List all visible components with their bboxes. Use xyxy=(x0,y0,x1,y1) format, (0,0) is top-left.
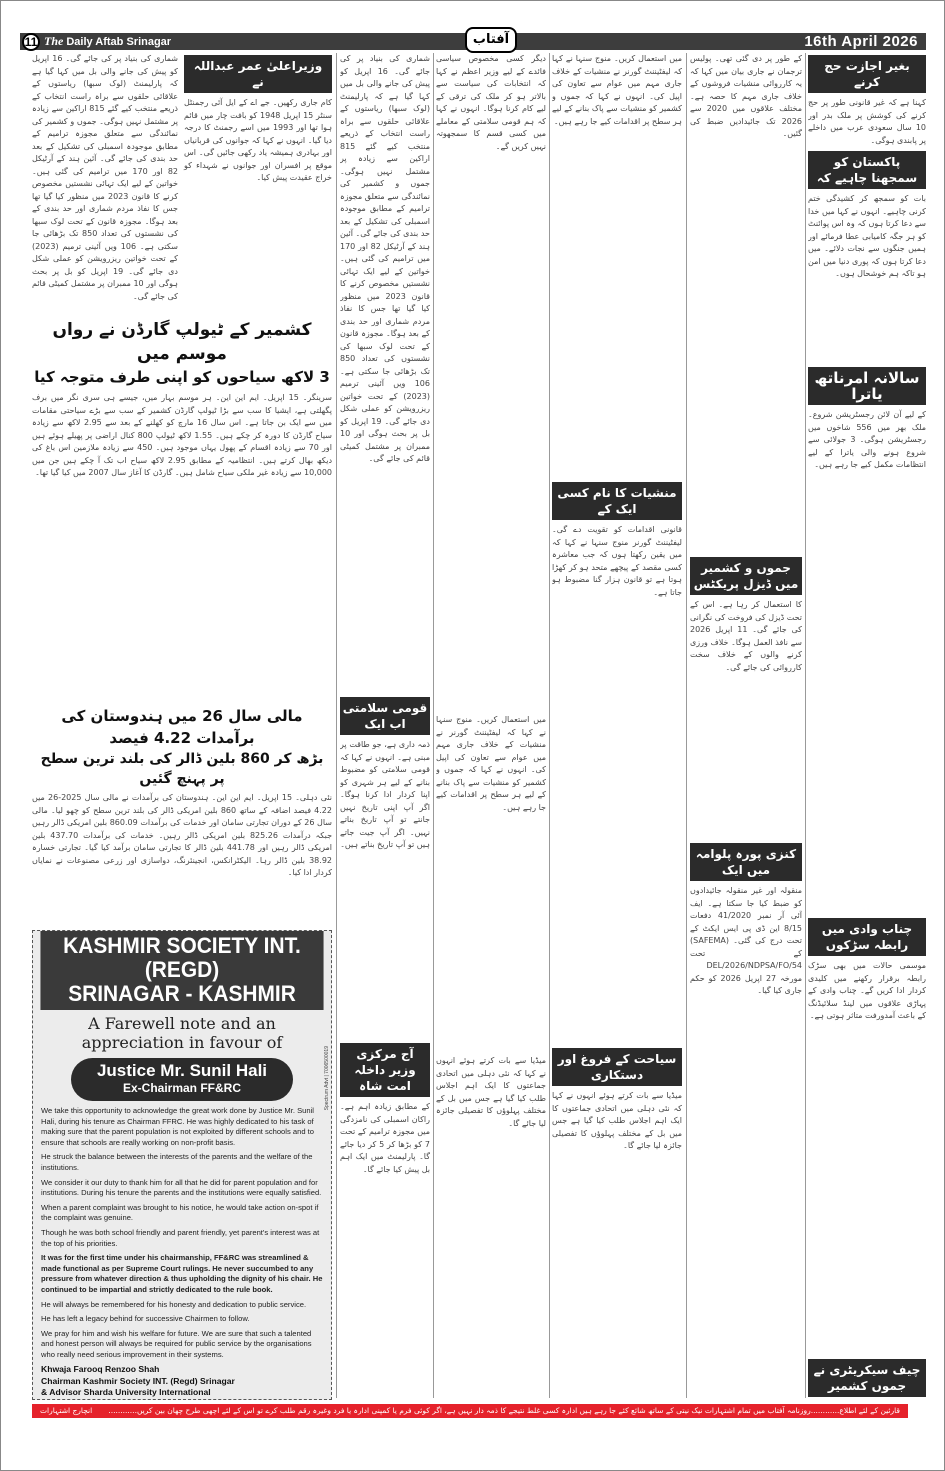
article-text: شماری کی بنیاد پر کی جائے گی۔ 16 اپریل کو پیش کی جانے والی بل میں کہا گیا ہے کہ پارلیمنٹ (لوک سبھا) ریاستوں کے علاقائی حلقوں سے براہ راست انتخاب کے ذریعے منتخب کیے گئے 815 اراکین سے زیادہ پر مشتمل نہیں ہوگی۔ جموں و کشمیر کی نمائندگی سے متعلق مجوزہ ترامیم کے مطابق موجودہ اسمبلی کی تشکیل کے بعد حد بندی کی جائے گی۔ آئین ہند کے آرٹیکل 82 اور 170 میں ترامیم کی گئی ہیں۔ خواتین کے لیے ایک تہائی نشستیں مخصوص کرنے کا قانون 2023 میں منظور کیا گیا تھا جس کا نفاذ مردم شماری اور حد بندی کے بعد ہوگا۔ مجوزہ قانون کے تحت لوک سبھا کی نشستوں کی تعداد 850 تک بڑھائی جا سکتی ہے۔ 106 ویں آئینی ترمیم (2023) کے تحت خواتین ریزرویشن کو عملی شکل دی جائے گی۔ 19 اپریل کو بل پر بحث ہوگی اور 10 ممبران پر مشتمل کمیٹی قائم کی جائے گی۔ xyxy=(340,54,430,463)
article-text: کہنا ہے کہ غیر قانونی طور پر حج کرنے کی کوشش پر ملک بدر اور 10 سال سعودی عرب میں داخلے پر پابندی ہوگی۔ xyxy=(808,98,926,145)
signatory-title: Chairman Kashmir Society INT. (Regd) Srinagar xyxy=(41,1375,235,1386)
headline-box: جموں و کشمیر میں ڈیزل پریکٹس xyxy=(690,557,802,595)
article-text: نئی دہلی۔ 15 اپریل۔ ایم این این۔ ہندوستان کی برآمدات نے مالی سال 2025-26 میں 4.22 فیصد اضافہ کے ساتھ 860 بلین امریکی ڈالر کی بلند ترین سطح کو چھو لیا۔ مالی سال 26 کے دوران تجارتی سامان اور خدمات کی برآمدات 860.09 بلین امریکی ڈالر رہیں جبکہ درآمدات 825.26 بلین امریکی ڈالر رہیں۔ خدمات کی برآمدات 437.70 بلین امریکی ڈالر رہیں اور 441.78 بلین ڈالر کا تجارتی سامان برآمد کیا گیا۔ تجارتی خسارہ 38.92 بلین ڈالر رہا۔ الیکٹرانکس، انجینئرنگ، دواسازی اور زرعی مصنوعات نے نمایاں کردار ادا کیا۔ xyxy=(32,793,332,877)
col1-left-sub xyxy=(32,53,178,304)
column-1 xyxy=(32,53,332,923)
notice-label: قارئین کے لئے اطلاع xyxy=(839,1406,900,1415)
paper-name-text: Daily Aftab Srinagar xyxy=(66,36,172,48)
article-text: دیگر کسی مخصوص سیاسی فائدے کے لیے وزیر اعظم نے کہا کہ انتخابات کی سیاست سے بالاتر ہو کر ملک کی ترقی کے لیے کام کرنا ہوگا۔ انہوں نے کہا کہ ہم قومی سلامتی کے معاملے میں کسی قسم کا سمجھوتہ نہیں کریں گے۔ xyxy=(436,54,546,151)
headline-box: پاکستان کو سمجھنا چاہیے کہ xyxy=(808,151,926,189)
column-rule xyxy=(433,53,434,1398)
headline-box: چناب وادی میں رابطہ سڑکوں xyxy=(808,918,926,956)
article-text: کے مطابق زیادہ اہم ہے۔ راکان اسمبلی کی نامزدگی میں مجوزہ ترامیم کے تحت 7 کو بڑھا کر 5 کر دیا جائے گا۔ پارلیمنٹ میں ایک اہم بل پیش کیا جائے گا۔ xyxy=(340,1102,430,1174)
ad-title-line2: SRINAGAR - KASHMIR xyxy=(68,981,296,1006)
issue-date: 16th April 2026 xyxy=(804,33,918,50)
ad-subtitle xyxy=(33,1014,331,1052)
column-5 xyxy=(552,53,682,1398)
page-number: 11 xyxy=(22,33,40,51)
ad-paragraph: He has left a legacy behind for successive Chairmen to follow. xyxy=(41,1314,250,1324)
article-text: میڈیا سے بات کرتے ہوئے انہوں نے کہا کہ نئی دہلی میں اتحادی جماعتوں کا ایک اہم اجلاس طلب کیا گیا ہے جس میں بل کے مختلف پہلوؤں کا تفصیلی جائزہ لیا جائے گا۔ xyxy=(552,1091,682,1150)
column-6 xyxy=(690,53,802,1398)
newspaper-logo: آفتاب xyxy=(465,27,517,53)
honoree-name: Justice Mr. Sunil Hali xyxy=(96,1061,268,1080)
ad-paragraph: We consider it our duty to thank him for all that he did for parent population and for institutions. During his tenure the parents and the institutions were equally satisfied. xyxy=(41,1177,322,1198)
ad-paragraph: We pray for him and wish his welfare for future. We are sure that such a talented and honest person will always be required for public service by the organisations who really need serious improvement in their systems. xyxy=(41,1328,312,1359)
paper-name-prefix: The xyxy=(44,34,64,48)
ad-subtitle-line1: A Farewell note and an xyxy=(88,1014,276,1033)
notice-signature: انچارج اشتہارات xyxy=(40,1406,93,1415)
farewell-advertisement xyxy=(32,930,332,1400)
ad-signature xyxy=(41,1364,325,1399)
headline-box: وزیراعلیٰ عمر عبداللہ نے xyxy=(184,55,332,93)
article-text: ذمہ داری ہے، جو طاقت پر مبنی ہے۔ انہوں نے کہا کہ قومی سلامتی کو مضبوط بنانے کے لیے ہر شہری کو اپنا کردار ادا کرنا ہوگا۔ اگر آپ اپنی تاریخ نہیں جانتے تو آپ تاریخ بناتے نہیں۔ اگر آپ جیت جاتے ہیں تو آپ تاریخ بناتے ہیں۔ xyxy=(340,740,430,849)
article-text: میں استعمال کریں۔ منوج سنہا نے کہا کہ لیفٹیننٹ گورنر نے منشیات کے خلاف جاری مہم میں عوام سے تعاون کی اپیل کی۔ انہوں نے کہا کہ جموں و کشمیر کو منشیات سے پاک بنانے کے لیے ہر سطح پر اقدامات کیے جا رہے ہیں۔ xyxy=(436,715,546,812)
article-text: کام جاری رکھیں۔ جے اے کے ایل آئی رجمنٹل سنٹر 15 اپریل 1948 کو بافت چار میں قائم ہوا تھا اور 1993 میں اسے رجمنٹ کا درجہ دیا گیا۔ انہوں نے کہا کہ جوانوں کی قربانیاں اور بہادری ہمیشہ یاد رکھی جائیں گی۔ اس موقع پر افسران اور جوانوں نے شہداء کو خراج عقیدت پیش کیا۔ xyxy=(184,98,332,182)
headline-box: چیف سیکریٹری نے جموں کشمیر xyxy=(808,1359,926,1397)
headline-box: آج مرکزی وزیر داخلہ امت شاہ xyxy=(340,1043,430,1097)
ad-paragraph: When a parent complaint was brought to his notice, he would take action on-spot if the complaint was genuine. xyxy=(41,1202,319,1223)
article-text: کا استعمال کر رہا ہے۔ اس کے تحت ڈیزل کی فروخت کی نگرانی کی جائے گی۔ 11 اپریل 2026 سے نافذ العمل ہوگا۔ خلاف ورزی کرنے والوں کے خلاف سخت کارروائی کی جائے گی۔ xyxy=(690,600,802,672)
article-text: میڈیا سے بات کرتے ہوئے انہوں نے کہا کہ نئی دہلی میں اتحادی جماعتوں کا ایک اہم اجلاس طلب کیا گیا ہے جس میں بل کے مختلف پہلوؤں کا تفصیلی جائزہ لیا جائے گا۔ xyxy=(436,1056,546,1128)
main-headline-line2: 3 لاکھ سیاحوں کو اپنی طرف متوجہ کیا xyxy=(34,368,330,386)
second-headline-line1: مالی سال 26 میں ہندوستان کی برآمدات 4.22 فیصد xyxy=(61,707,303,747)
main-headline-line1: کشمیر کے ٹیولپ گارڈن نے رواں موسم میں xyxy=(52,320,312,364)
column-4 xyxy=(436,53,546,1398)
article-text: منقولہ اور غیر منقولہ جائیدادوں کو ضبط کیا جا سکتا ہے۔ ایف آئی آر نمبر 41/2020 دفعات 8/15 این ڈی پی ایس ایکٹ کے تحت درج کی گئی۔ (SAFEMA) کے تحت DEL/2026/NDPSA/FO/54 مورخہ 27 اپریل 2026 کو حکم جاری کیا گیا۔ xyxy=(690,886,802,995)
article-text: کے طور پر دی گئی تھی۔ پولیس ترجمان نے جاری بیان میں کہا کہ یہ کارروائی منشیات فروشوں کے خلاف جاری مہم کا حصہ ہے۔ مختلف علاقوں میں 2020 سے 2026 تک جائیدادیں ضبط کی گئیں۔ xyxy=(690,54,802,138)
headline-box: بغیر اجازت حج کرنے xyxy=(808,55,926,93)
article-text: شماری کی بنیاد پر کی جائے گی۔ 16 اپریل کو پیش کی جانے والی بل میں کہا گیا ہے کہ پارلیمنٹ (لوک سبھا) ریاستوں کے علاقائی حلقوں سے براہ راست انتخاب کے ذریعے منتخب کیے گئے 815 اراکین سے زیادہ پر مشتمل نہیں ہوگی۔ جموں و کشمیر کی نمائندگی سے متعلق مجوزہ ترامیم کے مطابق موجودہ اسمبلی کی تشکیل کے بعد حد بندی کی جائے گی۔ آئین ہند کے آرٹیکل 82 اور 170 میں ترامیم کی گئی ہیں۔ خواتین کے لیے ایک تہائی نشستیں مخصوص کرنے کا قانون 2023 میں منظور کیا گیا تھا جس کا نفاذ مردم شماری اور حد بندی کے بعد ہوگا۔ مجوزہ قانون کے تحت لوک سبھا کی نشستوں کی تعداد 850 تک بڑھائی جا سکتی ہے۔ 106 ویں آئینی ترمیم (2023) کے تحت خواتین ریزرویشن کو عملی شکل دی جائے گی۔ 19 اپریل کو بل پر بحث ہوگی اور 10 ممبران پر مشتمل کمیٹی قائم کی جائے گی۔ xyxy=(32,54,179,301)
signatory-title: & Advisor Sharda University International xyxy=(41,1387,211,1398)
ad-subtitle-line2: appreciation in favour of xyxy=(81,1033,283,1052)
ad-title xyxy=(40,931,323,1010)
ad-paragraph: Though he was both school friendly and parent friendly, yet parent's interest was at the top of his priorities. xyxy=(41,1227,320,1248)
column-rule xyxy=(686,53,687,1398)
article-text: موسمی حالات میں بھی سڑک رابطہ برقرار رکھنے میں کلیدی کردار ادا کریں گے۔ چناب وادی کے پہاڑی علاقوں میں لینڈ سلائیڈنگ کے باعث آمدورفت متاثر ہوتی ہے۔ xyxy=(808,961,926,1020)
ad-paragraph: He struck the balance between the interests of the parents and the welfare of the institutions. xyxy=(41,1152,313,1172)
article-text: قانونی اقدامات کو تقویت دے گی۔ لیفٹیننٹ گورنر منوج سنہا نے کہا کہ میں یقین رکھتا ہوں کہ جب معاشرہ کسی مقصد کے پیچھے متحد ہو کر کھڑا ہوتا ہے تو قانون ہزار گنا مضبوط ہو جاتا ہے۔ xyxy=(552,525,682,597)
honoree-title: Ex-Chairman FF&RC xyxy=(122,1081,241,1095)
masthead xyxy=(20,33,926,50)
column-rule xyxy=(805,53,806,1398)
headline-box: سیاحت کے فروغ اور دستکاری xyxy=(552,1048,682,1086)
column-7 xyxy=(808,53,926,1398)
column-rule xyxy=(336,53,337,1398)
article-text: بات کو سمجھ کر کشیدگی ختم کرنی چاہیے۔ انہوں نے کہا میں خدا سے دعا کرتا ہوں کہ وہ اس پوائنٹ کو ہر جگہ کامیابی عطا فرمائے اور ہمیں جنگوں سے نجات دلائے۔ میں دعا کرتا ہوں کہ پوری دنیا میں امن ہو تاکہ ہم خوشحال ہوں۔ xyxy=(808,194,926,278)
reader-notice-banner xyxy=(32,1404,908,1418)
headline-box: سالانہ امرناتھ یاترا xyxy=(808,367,926,405)
column-rule xyxy=(549,53,550,1398)
honoree-pill xyxy=(71,1058,293,1101)
second-headline-line2: بڑھ کر 860 بلین ڈالر کی بلند ترین سطح پر پہنچ گئیں xyxy=(40,751,324,787)
article-text: سرینگر۔ 15 اپریل۔ ایم این این۔ ہر موسم بہار میں، جیسے ہی سری نگر میں برف پگھلتی ہے، ایشیا کا سب سے بڑا ٹیولپ گارڈن کشمیر کے سب سے بڑے سیاحتی مقامات میں سے ایک بن جاتا ہے۔ اس سال 16 مارچ کو کھلنے کے بعد سے 2.95 لاکھ سے زیادہ سیاح گارڈن کا دورہ کر چکے ہیں۔ 1.55 لاکھ ٹیولپ 800 کنال اراضی پر پھیلے ہوئے ہیں اور 70 سے زیادہ اقسام کے پھول یہاں موجود ہیں۔ 450 سے زیادہ ملازمین اس باغ کی دیکھ بھال کرتے ہیں۔ انتظامیہ کے مطابق 2.95 لاکھ سیاح اب تک آ چکے ہیں جن میں 10,000 سے زیادہ غیر ملکی سیاح شامل ہیں۔ گارڈن کا آغاز سال 2007 میں کیا گیا تھا۔ xyxy=(32,393,332,477)
headline-box: منشیات کا نام کسی ایک کے xyxy=(552,482,682,520)
ad-paragraph: We take this opportunity to acknowledge the great work done by Justice Mr. Sunil Hali, during his tenure as Chairman FFRC. He was highly dedicated to his task of making sure that the parent population is not exploited by different schools and to ensure that schools are really working on non-profit basis. xyxy=(41,1106,314,1147)
article-text: کے لیے آن لائن رجسٹریشن شروع۔ ملک بھر میں 556 شاخوں میں رجسٹریشن ہوگی۔ 3 جولائی سے شروع ہونے والی یاترا کے لیے انتظامات مکمل کیے جا رہے ہیں۔ xyxy=(808,410,926,469)
ad-bold-paragraph: It was for the first time under his chairmanship, FF&RC was streamlined & made functional as per Supreme Court rulings. He never succumbed to any pressure from whatever direction & thus upholding the dignity of his chair. He continued to be impartial and strictly dedicated to the rule book. xyxy=(41,1253,323,1294)
headline-box: کنزی پورہ پلوامہ میں ایک xyxy=(690,843,802,881)
column-3 xyxy=(340,53,430,1398)
ad-agency-credit: Spectrum Advt | 7006500019 xyxy=(324,1046,330,1111)
notice-text: ............روزنامہ آفتاب میں تمام اشتہارات نیک نیتی کے ساتھ شائع کئے جا رہے ہیں ادارہ کسی غلط نتیجے کا ذمہ دار نہیں ہے، اگر کوئی فرم یا کمپنی ادارہ یا فرد وغیرہ رقم طلب کرے تو اس کے لئے اچھی طرح چھان بین کریں............ xyxy=(108,1406,840,1415)
paper-name xyxy=(44,34,171,49)
signatory-name: Khwaja Farooq Renzoo Shah xyxy=(41,1364,160,1375)
ad-body xyxy=(33,1106,331,1399)
article-text: میں استعمال کریں۔ منوج سنہا نے کہا کہ لیفٹیننٹ گورنر نے منشیات کے خلاف جاری مہم میں عوام سے تعاون کی اپیل کی۔ انہوں نے کہا کہ جموں و کشمیر کو منشیات سے پاک بنانے کے لیے ہر سطح پر اقدامات کیے جا رہے ہیں۔ xyxy=(552,54,682,126)
ad-title-line1: KASHMIR SOCIETY INT. (REGD) xyxy=(63,933,301,982)
ad-paragraph: He will always be remembered for his honesty and dedication to public service. xyxy=(41,1299,307,1309)
col1-right-sub xyxy=(184,53,332,304)
headline-box: قومی سلامتی اب ایک xyxy=(340,697,430,735)
